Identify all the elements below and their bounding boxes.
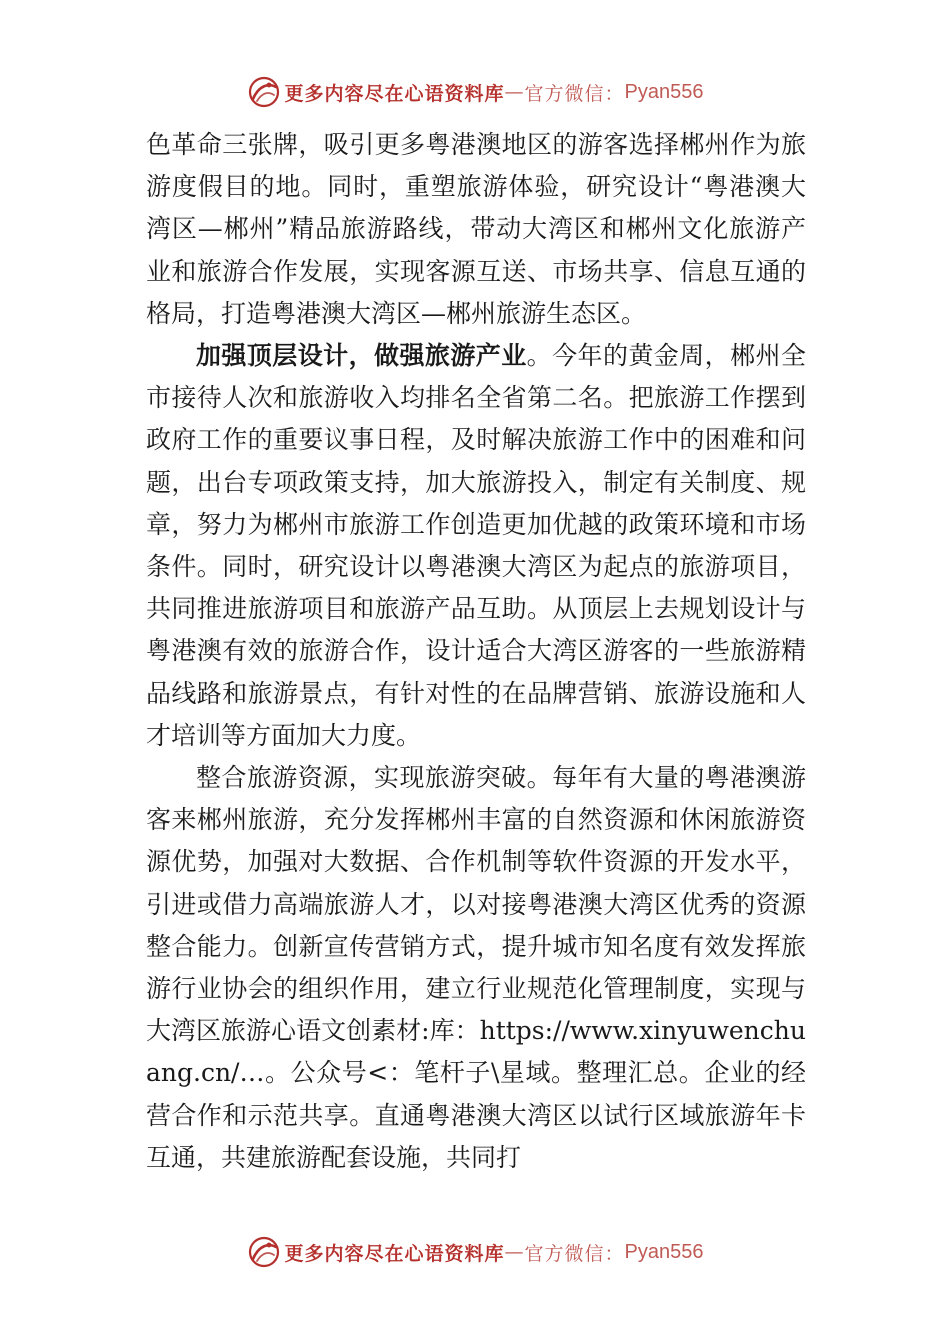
header-separator: — xyxy=(504,81,525,103)
brand-logo-icon xyxy=(247,75,281,109)
footer-wechat-id: Pyan556 xyxy=(624,1240,704,1263)
header-wechat-label: 官方微信： xyxy=(524,82,625,105)
header-wechat-id: Pyan556 xyxy=(624,80,704,103)
footer-brand-text: 更多内容尽在心语资料库 xyxy=(284,1242,505,1265)
paragraph-2-lead: 加强顶层设计，做强旅游产业 xyxy=(196,341,527,371)
paragraph-2-body: 。今年的黄金周，郴州全市接待人次和旅游收入均排名全省第二名。把旅游工作摆到政府工作的重要议事日程，及时解决旅游工作中的困难和问题，出台专项政策支持，加大旅游投入，制定有关制度、规章，努力为郴州市旅游工作创造更加优越的政策环境和市场条件。同时，研究设计以粤港澳大湾区为起点的旅游项目，共同推进旅游项目和旅游产品互助。从顶层上去规划设计与粤港澳有效的旅游合作，设计适合大湾区游客的一些旅游精品线路和旅游景点，有针对性的在品牌营销、旅游设施和人才培训等方面加大力度。 xyxy=(146,341,806,750)
footer-banner xyxy=(0,1232,950,1272)
paragraph-3: 整合旅游资源，实现旅游突破。每年有大量的粤港澳游客来郴州旅游，充分发挥郴州丰富的自然资源和休闲旅游资源优势，加强对大数据、合作机制等软件资源的开发水平， 引进或借力高端旅游人才，以对接粤港澳大湾区优秀的资源整合能力。创新宣传营销方式，提升城市知名度有效发挥旅游行业协会的组织作用，建立行业规范化管理制度，实现与大湾区旅游心语文创素材:库：https://www.xinyuwenchuang.cn/…。公众号<：笔杆子\星域。整理汇总。企业的经营合作和示范共享。直通粤港澳大湾区以试行区域旅游年卡互通，共建旅游配套设施，共同打 xyxy=(146,763,806,1172)
paragraph-2 xyxy=(146,335,806,757)
paragraph-1: 色革命三张牌，吸引更多粤港澳地区的游客选择郴州作为旅游度假目的地。同时，重塑旅游体验，研究设计“粤港澳大湾区—郴州”精品旅游路线，带动大湾区和郴州文化旅游产业和旅游合作发展，实现客源互送、市场共享、信息互通的格局，打造粤港澳大湾区—郴州旅游生态区。 xyxy=(146,130,806,328)
header-banner xyxy=(0,72,950,112)
footer-wechat-label: 官方微信： xyxy=(524,1242,625,1265)
document-body xyxy=(146,124,806,1179)
brand-logo-icon xyxy=(247,1235,281,1269)
footer-separator: — xyxy=(504,1241,525,1263)
header-brand-text: 更多内容尽在心语资料库 xyxy=(284,82,505,105)
